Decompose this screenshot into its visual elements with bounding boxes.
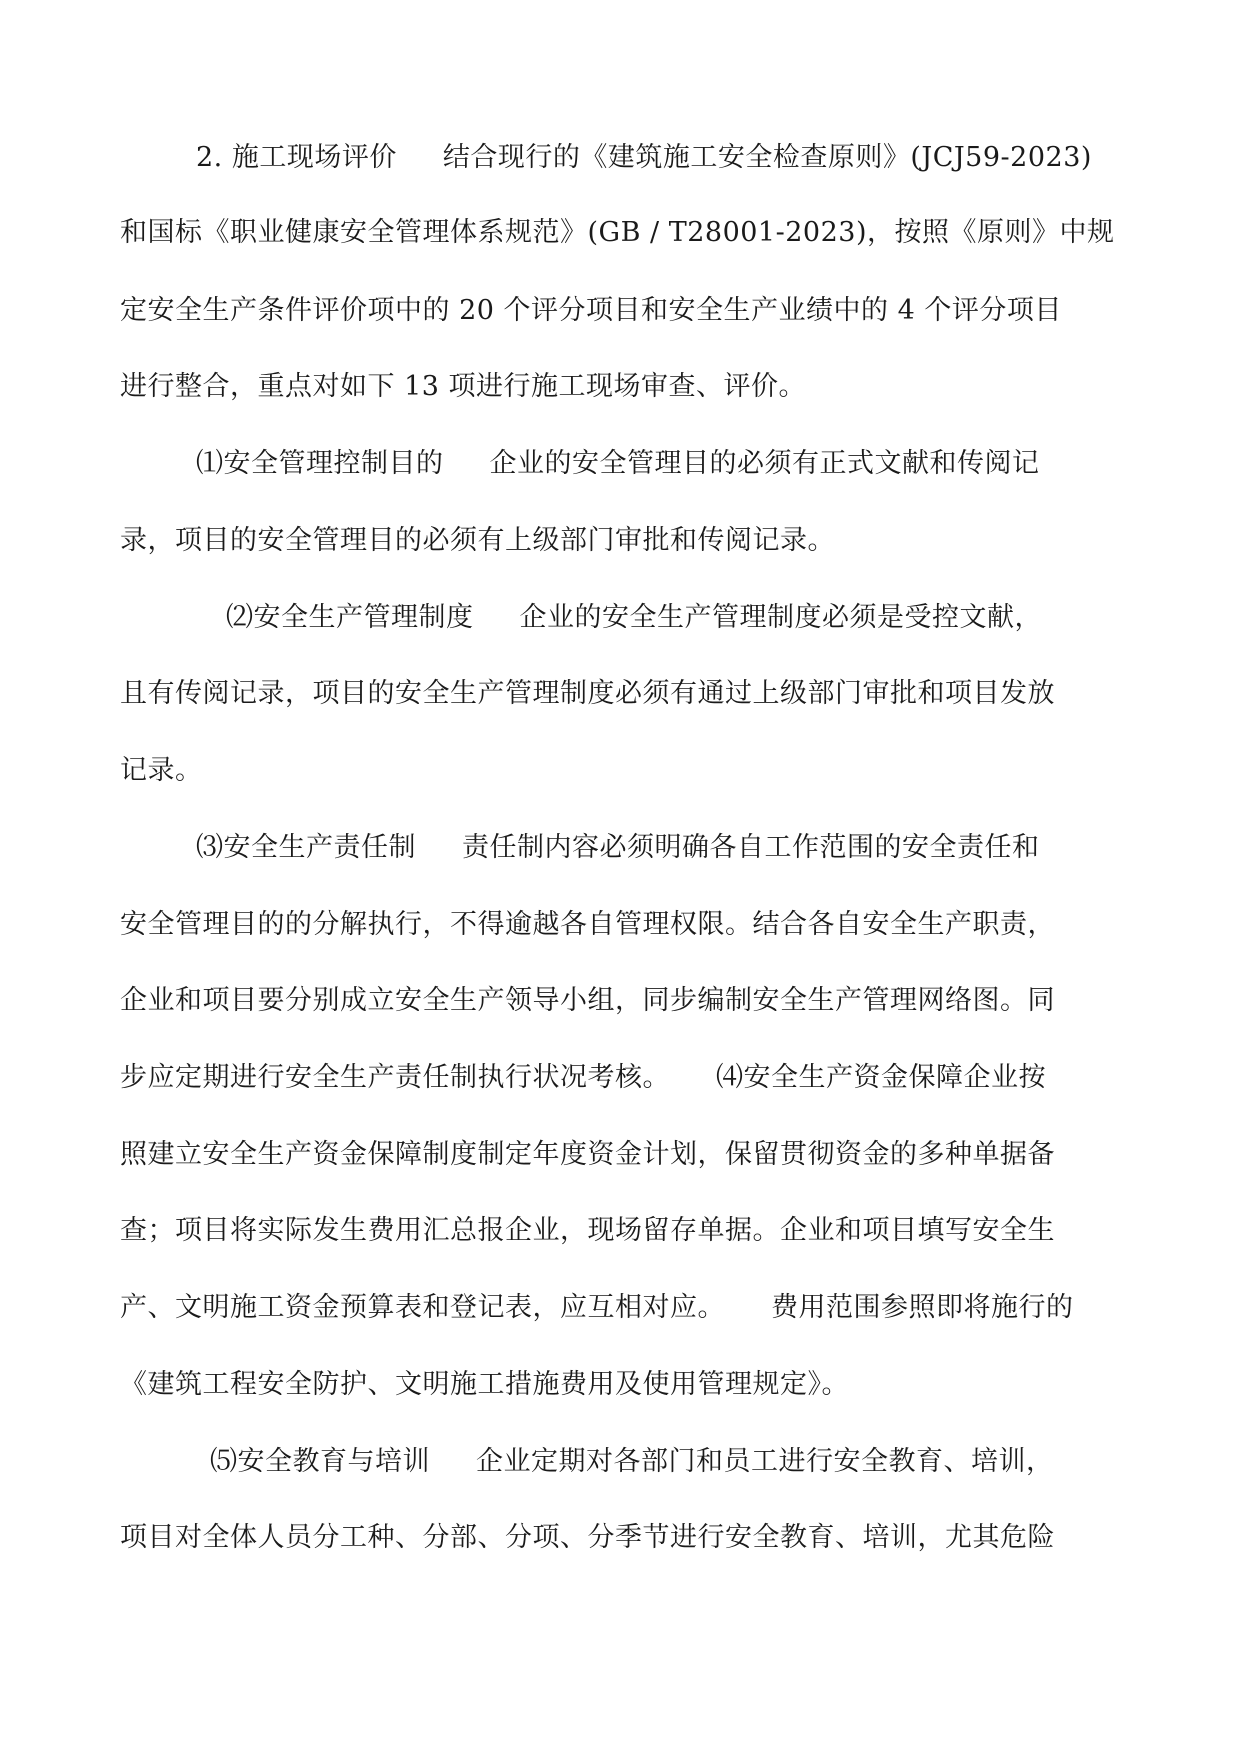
text-line-12	[120, 984, 1055, 1018]
text-line-19	[120, 1521, 1055, 1555]
paragraph-text: 安全管理目的的分解执行，不得逾越各自管理权限。结合各自安全生产职责，	[120, 909, 1055, 940]
paragraph-text: 查；项目将实际发生费用汇总报企业，现场留存单据。企业和项目填写安全生	[120, 1215, 1055, 1246]
text-line-4	[120, 370, 806, 404]
paragraph-text: 和国标《职业健康安全管理体系规范》(GB / T28001-2023)，按照《原则》中规	[120, 217, 1115, 248]
paragraph-text: 企业和项目要分别成立安全生产领导小组，同步编制安全生产管理网络图。同	[120, 985, 1055, 1016]
paragraph-text: 项目对全体人员分工种、分部、分项、分季节进行安全教育、培训，尤其危险	[120, 1522, 1055, 1553]
text-line-18	[210, 1445, 1054, 1479]
item-heading: ⑵安全生产管理制度	[226, 602, 474, 633]
text-line-1	[196, 141, 1092, 175]
item-heading: ⑸安全教育与培训	[210, 1446, 430, 1477]
paragraph-text: 记录。	[120, 755, 203, 786]
text-line-10	[196, 831, 1040, 865]
item-text: 企业定期对各部门和员工进行安全教育、培训，	[476, 1446, 1054, 1477]
text-line-15	[120, 1214, 1055, 1248]
paragraph-text: 《建筑工程安全防护、文明施工措施费用及使用管理规定》。	[120, 1369, 849, 1400]
text-line-17	[120, 1368, 849, 1402]
text-line-2	[120, 216, 1114, 250]
text-line-3	[120, 294, 1062, 328]
text-line-14	[120, 1138, 1055, 1172]
paragraph-text: 产、文明施工资金预算表和登记表，应互相对应。	[120, 1292, 725, 1323]
text-line-5	[196, 447, 1040, 481]
item-text: 企业的安全管理目的必须有正式文献和传阅记	[489, 448, 1040, 479]
paragraph-text: 录，项目的安全管理目的必须有上级部门审批和传阅记录。	[120, 525, 835, 556]
item-heading: ⑷安全生产资金保障企业按	[716, 1062, 1046, 1093]
item-text: 企业的安全生产管理制度必须是受控文献，	[519, 602, 1042, 633]
item-heading: ⑴安全管理控制目的	[196, 448, 444, 479]
text-line-9	[120, 754, 203, 788]
text-line-11	[120, 908, 1055, 942]
paragraph-text: 步应定期进行安全生产责任制执行状况考核。	[120, 1062, 670, 1093]
paragraph-text: 且有传阅记录，项目的安全生产管理制度必须有通过上级部门审批和项目发放	[120, 678, 1055, 709]
section-intro: 结合现行的《建筑施工安全检查原则》(JCJ59-2023)	[442, 142, 1092, 173]
section-heading: 2. 施工现场评价	[196, 142, 397, 173]
item-text: 责任制内容必须明确各自工作范围的安全责任和	[462, 832, 1040, 863]
text-line-7	[226, 601, 1042, 635]
text-line-6	[120, 524, 835, 558]
text-line-8	[120, 677, 1055, 711]
paragraph-text: 费用范围参照即将施行的	[771, 1292, 1074, 1323]
paragraph-text: 进行整合，重点对如下 13 项进行施工现场审查、评价。	[120, 371, 807, 402]
text-line-16	[120, 1291, 1074, 1325]
paragraph-text: 照建立安全生产资金保障制度制定年度资金计划，保留贯彻资金的多种单据备	[120, 1139, 1055, 1170]
paragraph-text: 定安全生产条件评价项中的 20 个评分项目和安全生产业绩中的 4 个评分项目	[120, 295, 1062, 326]
item-heading: ⑶安全生产责任制	[196, 832, 416, 863]
text-line-13	[120, 1061, 1046, 1095]
